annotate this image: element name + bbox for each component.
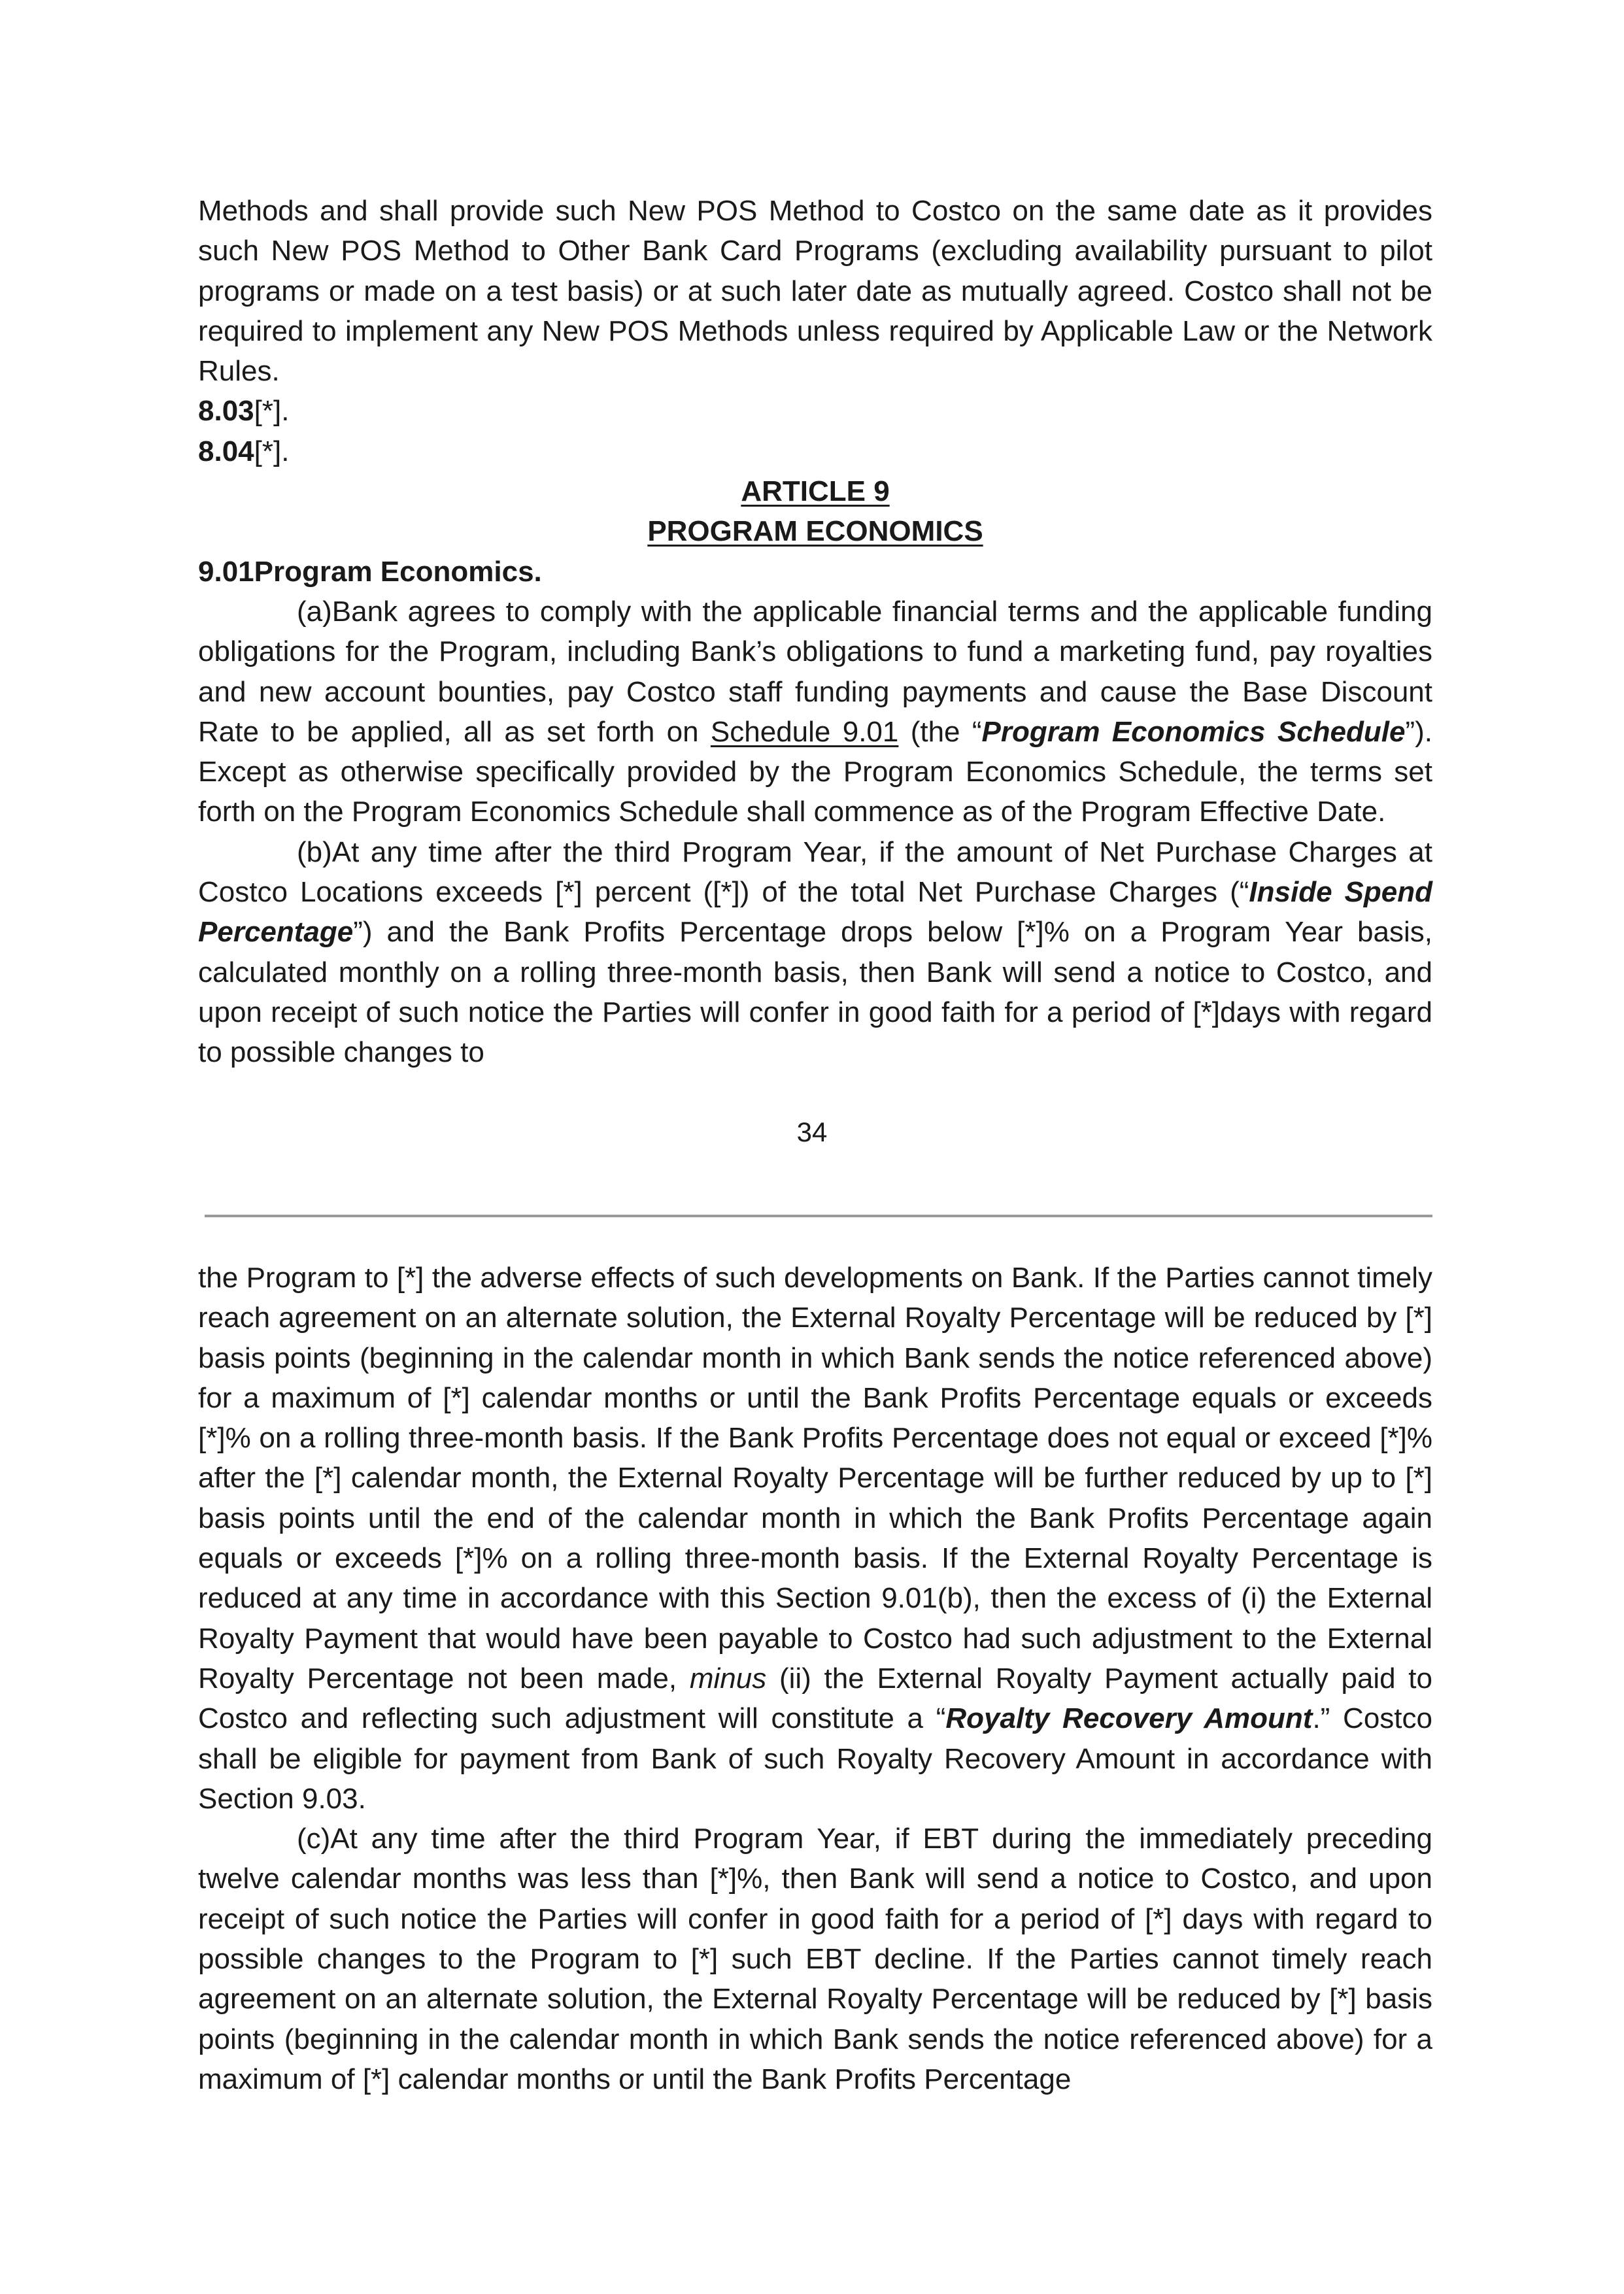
paragraph-b-text-1: (b)At any time after the third Program Year, if the amount of Net Purchase Charges at Costco Locations exceeds [*] percent ([*]) of the total Net Purchase Charges (“ xyxy=(198,835,1432,909)
paragraph-a-text-1: (a)Bank agrees to comply with the applicable financial terms and the applicable funding obligations for the Program, including Bank’s obligations to fund a marketing fund, pay royalties and new account bounties, pay Costco staff funding payments and cause the Base Discount Rate to be applied, all as set forth on xyxy=(198,595,1432,748)
section-8-04-number: 8.04 xyxy=(198,435,254,467)
paragraph-9-01-a xyxy=(198,592,1432,832)
paragraph-b-cont-text-1: the Program to [*] the adverse effects of such developments on Bank. If the Parties cannot timely reach agreement on an alternate solution, the External Royalty Percentage will be reduced by [*] basis points (beginning in the calendar month in which Bank sends the notice referenced above) for a maximum of [*] calendar months or until the Bank Profits Percentage equals or exceeds [*]% on a rolling three-month basis. If the Bank Profits Percentage does not equal or exceed [*]% after the [*] calendar month, the External Royalty Percentage will be further reduced by up to [*] basis points until the end of the calendar month in which the Bank Profits Percentage again equals or exceeds [*]% on a rolling three-month basis. If the External Royalty Percentage is reduced at any time in accordance with this Section 9.01(b), then the excess of (i) the External Royalty Payment that would have been payable to Costco had such adjustment to the External Royalty Percentage not been made, xyxy=(198,1262,1432,1695)
paragraph-b-cont-text-3: .” Costco shall be eligible for payment from Bank of such Royalty Recovery Amount in accordance with Section 9.03. xyxy=(198,1702,1432,1815)
article-heading: ARTICLE 9 xyxy=(741,475,890,508)
section-8-04 xyxy=(198,431,1432,471)
paragraph-9-01-b xyxy=(198,832,1432,1073)
defined-term-royalty-recovery-amount: Royalty Recovery Amount xyxy=(945,1702,1313,1735)
paragraph-a-text-2: (the “ xyxy=(898,715,982,748)
paragraph-b-text-2: ”) and the Bank Profits Percentage drops below [*]% on a Program Year basis, calculated monthly on a rolling three-month basis, then Bank will send a notice to Costco, and upon receipt of such notice the Parties will confer in good faith for a period of [*]days with regard to possible changes to xyxy=(198,916,1432,1069)
section-8-03-number: 8.03 xyxy=(198,395,254,428)
page-number: 34 xyxy=(796,1117,828,1147)
section-8-04-text: [*]. xyxy=(254,435,290,467)
minus-term: minus xyxy=(689,1662,767,1695)
paragraph-9-01-b-continued xyxy=(198,1258,1432,1819)
paragraph-b-cont-text-2: (ii) the External Royalty Payment actually paid to Costco and reflecting such adjustment will constitute a “ xyxy=(198,1662,1433,1735)
paragraph-a-text-3: ”). Except as otherwise specifically provided by the Program Economics Schedule, the terms set forth on the Program Economics Schedule shall commence as of the Program Effective Date. xyxy=(198,715,1433,828)
page-divider xyxy=(205,1215,1432,1217)
page-two-body xyxy=(198,1258,1432,2099)
schedule-9-01-link[interactable]: Schedule 9.01 xyxy=(710,715,899,748)
defined-term-program-economics-schedule: Program Economics Schedule xyxy=(981,715,1406,748)
page-one-body xyxy=(198,191,1432,1073)
section-9-01-heading: 9.01Program Economics. xyxy=(198,555,542,588)
defined-term-inside-spend-percentage: Inside Spend Percentage xyxy=(198,876,1433,949)
paragraph-9-01-c: (c)At any time after the third Program Year, if EBT during the immediately preceding twelve calendar months was less than [*]%, then Bank will send a notice to Costco, and upon receipt of such notice the Parties will confer in good faith for a period of [*] days with regard to possible changes to the Program to [*] such EBT decline. If the Parties cannot timely reach agreement on an alternate solution, the External Royalty Percentage will be reduced by [*] basis points (beginning in the calendar month in which Bank sends the notice referenced above) for a maximum of [*] calendar months or until the Bank Profits Percentage xyxy=(198,1823,1432,2095)
section-8-03-text: [*]. xyxy=(254,395,290,428)
article-title: PROGRAM ECONOMICS xyxy=(647,515,983,548)
section-8-03 xyxy=(198,391,1432,431)
paragraph-new-pos-methods: Methods and shall provide such New POS Method to Costco on the same date as it provides such New POS Method to Other Bank Card Programs (excluding availability pursuant to pilot programs or made on a test basis) or at such later date as mutually agreed. Costco shall not be required to implement any New POS Methods unless required by Applicable Law or the Network Rules. xyxy=(198,195,1432,388)
